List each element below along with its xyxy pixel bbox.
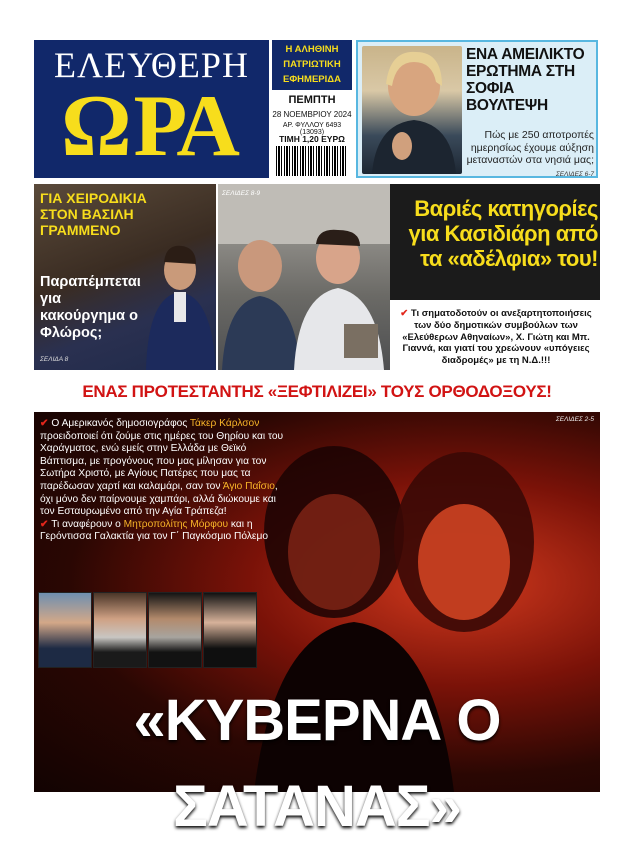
issue-price: ΤΙΜΗ 1,20 ΕΥΡΩ (279, 134, 345, 144)
main-p1-a: Ο Αμερικανός δημοσιογράφος (51, 418, 190, 429)
main-p1-b: προειδοποιεί ότι ζούμε στις ημέρες του Θηρίου και του Χαράγματος, ενώ εμείς στην Ελλάδα με Θεϊκό Βάπτισμα, με προγόνους που μας μίλησαν για τον Σωτήρα Χριστό, με Αγίους Πατέρες που μας τα παρέδωσαν χαρτί και καλαμάρι, σαν τον (40, 430, 284, 492)
kasidiaris-headline: Βαριές κατηγορίες για Κασιδιάρη από τα «αδέλφια» του! (408, 196, 598, 271)
portrait-agios-paisios (93, 592, 147, 668)
masthead (34, 40, 269, 178)
main-headline: «ΚΥΒΕΡΝΑ Ο ΣΑΤΑΝΑΣ» (133, 688, 501, 839)
two-men-photo-icon (218, 184, 390, 370)
portrait-gerontissa-galaktia (203, 592, 257, 668)
assault-kicker: ΓΙΑ ΧΕΙΡΟΔΙΚΙΑ ΣΤΟΝ ΒΑΣΙΛΗ ΓΡΑΜΜΕΝΟ (40, 190, 147, 238)
protestant-banner: ΕΝΑΣ ΠΡΟΤΕΣΤΑΝΤΗΣ «ΞΕΦΤΙΛΙΖΕΙ» ΤΟΥΣ ΟΡΘΟΔΟΞΟΥΣ! (82, 382, 552, 401)
sofia-page-ref: ΣΕΛΙΔΕΣ 6-7 (555, 170, 594, 178)
checkmark-icon: ✔ (40, 518, 49, 530)
tucker-carlson-highlight: Τάκερ Κάρλσον (189, 418, 260, 429)
issue-day: ΠΕΜΠΤΗ (288, 94, 336, 106)
sofia-photo (362, 46, 462, 174)
main-paragraph-1 (40, 418, 290, 519)
main-p2-a: Τι αναφέρουν ο (51, 518, 124, 530)
checkmark-icon: ✔ (400, 308, 409, 319)
portrait-tucker-carlson (38, 592, 92, 668)
main-p1-c: , όχι μόνο δεν παίρνουμε χαμπάρι, αλλά διώκουμε και τον Εσταυρωμένο από την Αγία Τράπεζα! (40, 480, 278, 518)
kasidiaris-body-text: Τι σηματοδοτούν οι ανεξαρτητοποιήσεις των δύο δημοτικών συμβούλων των «Ελεύθερων Αθηναίων», Χ. Γιώτη και Μπ. Γιαννά, και γιατί του χρεώνουν «υπόγειες διαδρομές» με τη Ν.Δ.!!! (402, 308, 592, 367)
issue-date: 28 ΝΟΕΜΒΡΙΟΥ 2024 (272, 110, 352, 119)
portrait-figure-icon (362, 46, 462, 174)
issue-info (272, 40, 352, 178)
sofia-body-text: Πώς με 250 αποτροπές ημερησίως έχουμε αύξηση μεταναστών στα νησιά μας; (466, 129, 594, 166)
assault-story[interactable] (34, 184, 216, 370)
sofia-headline: ΕΝΑ ΑΜΕΙΛΙΚΤΟ ΕΡΩΤΗΜΑ ΣΤΗ ΣΟΦΙΑ ΒΟΥΛΤΕΨΗ (466, 46, 585, 114)
main-page-ref: ΣΕΛΙΔΕΣ 2-5 (555, 416, 594, 423)
main-paragraph-2 (40, 519, 290, 544)
kasidiaris-body (392, 308, 600, 367)
assault-headline: Παραπέμπεται για κακούργημα ο Φλώρος; (40, 274, 141, 341)
metropolitan-morfou-highlight: Μητροπολίτης Μόρφου (123, 518, 229, 530)
slogan-box (272, 40, 352, 90)
assault-page-ref: ΣΕΛΙΔΑ 8 (40, 356, 69, 363)
barcode (276, 146, 348, 176)
kasidiaris-photo[interactable] (218, 184, 390, 370)
main-story-text (40, 418, 290, 544)
issue-number: ΑΡ. ΦΥΛΛΟΥ 6493 (13093) (282, 122, 342, 136)
masthead-title-big: ΩΡΑ (61, 78, 242, 175)
sofia-story[interactable] (356, 40, 598, 178)
masthead-title-top: ΕΛΕΥΘΕΡΗ (54, 45, 249, 85)
checkmark-icon: ✔ (40, 418, 49, 429)
slogan-line-1: Η ΑΛΗΘΙΝΗ (285, 44, 339, 55)
sofia-body (466, 129, 594, 181)
agios-paisios-highlight: Άγιο Παΐσιο (222, 480, 275, 492)
slogan-line-3: ΕΦΗΜΕΡΙΔΑ (283, 74, 341, 85)
main-p2-b: και η Γερόντισσα Γαλακτία για τον Γ΄ Παγκόσμιο Πόλεμο (40, 518, 268, 543)
slogan-line-2: ΠΑΤΡΙΩΤΙΚΗ (283, 59, 341, 70)
portrait-metropolitan-morfou (148, 592, 202, 668)
kasidiaris-page-ref: ΣΕΛΙΔΕΣ 8-9 (222, 190, 261, 197)
